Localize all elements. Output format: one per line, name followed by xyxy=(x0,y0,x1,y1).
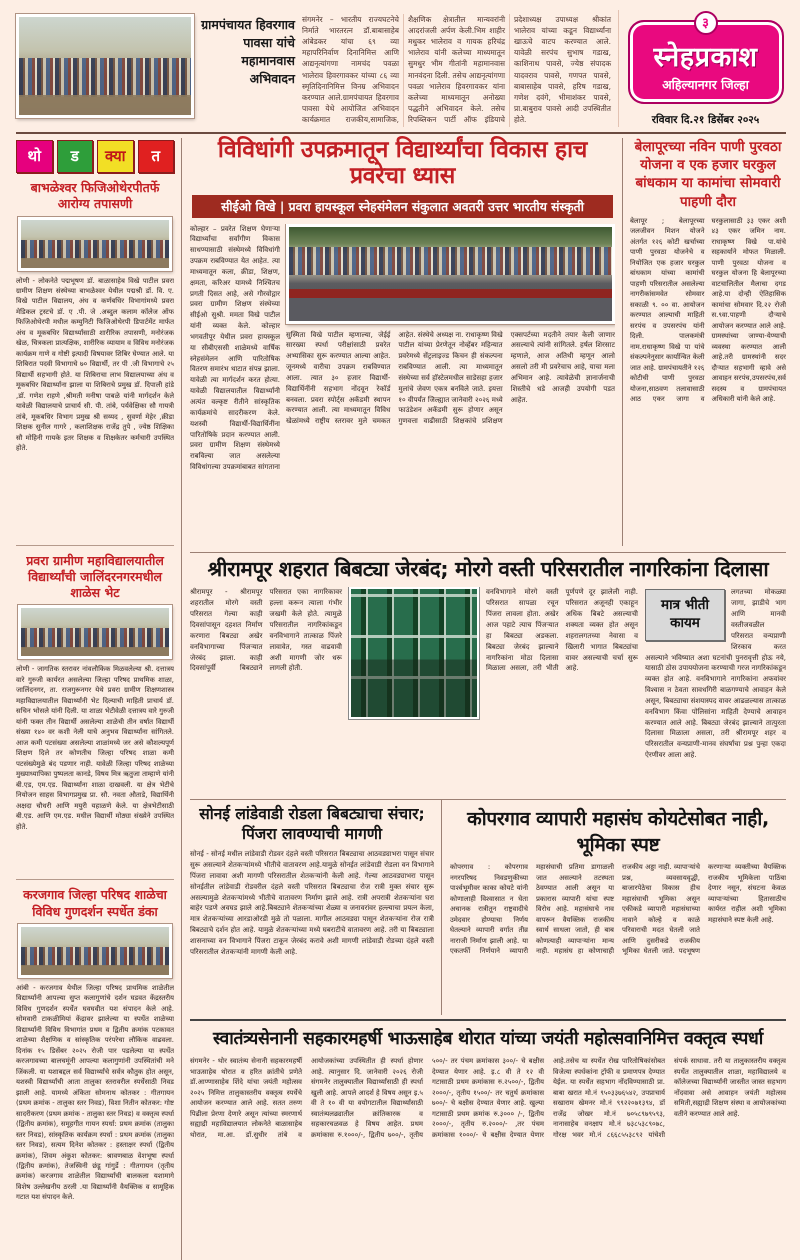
sonai-story xyxy=(190,800,442,1015)
masthead xyxy=(628,16,784,104)
thorat-headline: स्वातंत्र्यसेनानी सहकारमहर्षी भाऊसाहेब थोरात यांच्या जयंती महोत्सवानिमित्त वक्तृत्व स्पर्धा xyxy=(212,1029,764,1050)
sidebar-story-1 xyxy=(16,180,174,538)
leopard-body-left: श्रीरामपूर - श्रीरामपूर शहरातील मोरगे वस्ती परिसरात गेल्या काही दिवसांपासून दहशत निर्माण करणारा बिबट्या अखेर वनविभागाच्या पिंजऱ्यात जेरबंद झाला. काही दिवसांपूर्वी बिबट्याने परिसरात एका नागरिकावर हल्ला करून त्याला गंभीर जखमी केले होते. त्यामुळे परिसरातील नागरिकांकडून वनविभागाने तात्काळ पिंजरे लावावेत, गस्त वाढवावी अशी मागणी जोर धरू लागली होती. xyxy=(190,588,342,673)
mid-row xyxy=(190,799,786,1015)
sidebar-story-3-headline: करजगाव जिल्हा परिषद शाळेचा विविध गुणदर्शन स्पर्धेत डंका xyxy=(23,887,167,919)
masthead-block xyxy=(618,10,786,127)
date-line: रविवार दि.२१ डिसेंबर २०२५ xyxy=(651,114,760,126)
lead-kicker-bar: सीईओ विखे | प्रवरा हायस्कूल स्नेहसंमेलन संकुलात अवतरी उत्तर भारतीय संस्कृती xyxy=(192,195,613,218)
sidebar-story-3-photo xyxy=(18,924,172,978)
brief-letter-3: क्या xyxy=(97,140,134,173)
sidebar-story-2-body: लोणी - जागतिक स्तरावर नांवलौकिक मिळवलेल्या श्री. दत्तात्रय वारे गुरुजी कार्यरत असलेल्या जिल्हा परिषद प्राथमिक शाळा, जालिंदनगर, ता. राजगुरूनगर येथे प्रवरा ग्रामीण शिक्षणशास्त्र महाविद्यालयातील विद्यार्थ्यांनी भेट दिल्याची माहिती प्राचार्य डॉ. सचिन भोसले यांनी दिली. या शाळा भेटीवेळी दत्तात्रय वारे गुरुजी यांनी फक्त तीन विद्यार्थी असलेल्या शाळेची तीन वर्षात विद्यार्थी संख्या १४० वर कशी नेली याचे अनुभव विद्यार्थ्यांना सांगितले. आज कमी पटसंख्या असलेल्या शाळांमध्ये जर असे कौशल्यपूर्ण शिक्षण दिले तर कोणतीच जिल्हा परिषद शाळा कमी पटसंख्येमुळे बंद पडणार नाही. यावेळी जिल्हा परिषद शाळेच्या मुख्याध्यापिका पुष्पलता कानडे, विषय मित्र ऋतुजा ताम्हाणे यांनी बी.एड, एम.एड. विद्यार्थ्यांना शाळा दाखवली. या क्षेत्र भेटीचे नियोजन साहस विभागप्रमुख प्रा. सौ. नवता औताडे, विद्यार्थिनी अक्षदा चौधरी आणि मयुरी यहाळणे केले. या क्षेत्रभेटीसाठी बी.एड. आणि एम.एड. मधील विद्यार्थी मोठ्या संख्येने उपस्थित होते. xyxy=(16,665,174,831)
thorat-story xyxy=(190,1019,786,1252)
sidebar-story-3 xyxy=(16,887,174,1260)
leopard-cage-photo xyxy=(349,587,479,719)
briefs-banner xyxy=(16,140,174,173)
lead-headline: विविधांगी उपक्रमातून विद्यार्थ्यांचा विकास हाच प्रवरेचा ध्यास xyxy=(217,137,588,189)
leopard-body-right xyxy=(645,587,786,795)
top-band xyxy=(16,10,786,132)
village-gathering-photo xyxy=(16,14,194,118)
leopard-headline: श्रीरामपूर शहरात बिबट्या जेरबंद; मोरगे वस्ती परिसरातील नागरिकांना दिलासा xyxy=(207,556,769,581)
newspaper-subtitle: अहिल्यानगर जिल्हा xyxy=(662,77,749,92)
sidebar-story-1-headline: बाभळेश्वर फिजिओथेरपीतर्फे आरोग्य तपासणी xyxy=(30,180,160,212)
leopard-right-text: लगतच्या मोकळ्या जागा, झाडीचे भाग आणि मानवी वस्तीजवळील परिसरात वन्यप्राणी शिरकाव करत असल्याने भविष्यात अशा घटनांची पुनरावृत्ती होऊ नये, यासाठी ठोस उपाययोजना करण्याची गरज नागरिकांकडून व्यक्त होत आहे. वनविभागाने नागरिकांना अफवांवर विश्वास न ठेवता सावधगिरी बाळगण्याचे आवाहन केले असून, बिबट्याचा संशयास्पद वावर आढळल्यास तात्काळ वनविभाग किंवा पोलिसांना माहिती देण्याचे आवाहन करण्यात आले आहे. बिबट्या जेरबंद झाल्याने तात्पुरता दिलासा मिळाला असला, तरी श्रीरामपूर शहर व परिसरातील वन्यप्राणी-मानव संघर्षांचा प्रश्न पुन्हा एकदा ऐरणीवर आला आहे. xyxy=(645,588,786,760)
left-sidebar xyxy=(16,138,182,1260)
sonai-headline: सोनई लांडेवाडी रोडला बिबट्याचा संचार; पिंजरा लावण्याची मागणी xyxy=(199,805,425,843)
thorat-body: संगमनेर - थोर स्वातंत्र्य सेनानी सहकारमहर्षी भाऊसाहेब थोरात व हरित क्रांतीचे प्रणेते डॉ.आण्णासाहेब शिंदे यांचा जयंती महोत्सव २०२५ निमित्त तालुकास्तरीय वक्तृत्व स्पर्धेचे आयोजन करण्यात आले आहे. सतत तरुण पिढीला प्रेरणा देणारे असून त्यांच्या स्मरणार्थ सह्याद्री महाविद्यालयात लोकनेते बाळासाहेब थोरात, मा.आ. डॉ.सुधीर तांबे व आयोजकांच्या उपस्थितीत ही स्पर्धा होणार आहे. त्यानुसार दि. जानेवारी २०२६ रोजी संगमनेर तालुक्यातील विद्यार्थ्यांसाठी ही स्पर्धा खुली आहे. आपले आदर्श हे विषय असून इ.५ वी ते १० वी या वयोगटातील विद्यार्थ्यांसाठी स्वातंत्र्यलढ्यातील क्रांतिकारक व सहकारचळवळ हे विषय आहेत. प्रथम क्रमांकास रु.१०००/-, द्वितीय ७००/-, तृतीय ५००/- तर पंचम क्रमांकास ३००/- चे बक्षीस देण्यात येणार आहे. इ.८ वी ते १२ वी गटासाठी प्रथम क्रमांकास रु.२५००/-, द्वितीय २०००/-, तृतीय १५००/- तर चतुर्थ क्रमांकास ७००/- चे बक्षीस देण्यात येणार आहे. खुल्या गटासाठी प्रथम क्रमांक रु.३००० /-, द्वितीय २०००/-, तृतीय रु.२०००/- ,तर पंचम क्रमांकास १०००/- चे बक्षीस देण्यात येणार आहे.तसेच या स्पर्धेत रोख पारितोषिकांसोबत विजेत्या स्पर्धकांना ट्रॉफी व प्रमाणपत्र देण्यात येईल. या स्पर्धेत सहभाग नोंदविण्यासाठी प्रा. बाबा खरात मो.नं ९५०३३७६५४२, उपप्राचार्य सखाराम खेमनर मो.नं ९९२२०७१३९४, डॉ राजेंद्र जोखर मो.नं ७०५८९७९५९३, नानासाहेब वनक्षाप मो.नं ७३८५३८९०७८, गोरक्ष भवर मो.नं ८६६८५५३८९२ यांचेशी संपर्क साधावा. तरी या तालुकास्तरीय वक्तृत्व स्पर्धेत तालुक्यातील शाळा, महाविद्यालये व कॉलेजच्या विद्यार्थ्यांनी जास्तीत जास्त सहभाग नोंदवावा असे आवाहन जयंती महोत्सव समिती,सह्याद्री शिक्षण संस्था व आयोजकांच्या वतीने करण्यात आले आहे. xyxy=(190,1057,786,1139)
leopard-content xyxy=(190,587,786,795)
sidebar-story-1-body: लोणी - लोकनेते पद्मभूषण डॉ. बाळासाहेब विखे पाटील प्रवरा ग्रामीण शिक्षण संस्थेच्या बाभळेश्वर येथील पद्मश्री डॉ. वि. ए. विखे पाटील विद्यालय, अंध व कर्णबधिर विभागांमध्ये प्रवरा मेडिकल ट्रस्टचे डॉ. ए .पी. जे .अब्दुल कलाम कॉलेज ऑफ फिजिओथेरपी मधील कम्युनिटी फिजिओथेरपी डिपार्टमेंट मार्फत अंध व मूकबधिर विद्यार्थ्यांसाठी शारीरिक तपासणी, मनोरंजक खेळ, चित्रकला प्रात्यक्षिक, शारीरिक व्यायाम व विविध मनोरंजक कार्यक्रम गाणे व गोष्टी इत्यादी विषयावर शिबिर घेण्यात आले. या शिबिरात पदवी विभागाचे ७० विद्यार्थी, तर पी .जी विभागाचे २५ विद्यार्थी सहभागी होते. या शिबिराचा लाभ विद्यालयाच्या अंध व मूकबधिर विद्यार्थ्यांना झाला या शिबिराचे प्रमुख डॉ. दिपाली हांडे ,डॉ. गणेश राहणे ,श्रीमती मनीषा पाबळे यांनी मार्गदर्शन केले यावेळी विद्यालयाचे प्राचार्य सी. पी. तांबे, पर्यवेक्षिका सौ गायत्री तांबे, मूकबधिर विभाग प्रमुख श्री सय्यद , सुवर्णा मेहेर ,क्रीडा शिक्षक सुनील गागरे , कलाशिक्षक राजेंद्र तुपे , ज्येष्ठ शिक्षिका सौ मोहिनी गायके इतर शिक्षक व शिक्षकेतर कर्मचारी उपस्थित होते. xyxy=(16,276,174,453)
sidebar-story-2 xyxy=(16,553,174,873)
brief-letter-4: त xyxy=(138,140,175,173)
leopard-story xyxy=(190,552,786,796)
kopargaon-body: कोपरगाव : कोपरगाव नगरपरिषद निवडणुकीच्या पार्श्वभूमीवर काका कोयटे यांनी कोणालाही विश्वासात न घेता अचानक रात्रीतून राष्ट्रवादीचे उमेदवार होण्याचा निर्णय घेतल्याने व्यापारी वर्गात तीव्र नाराजी निर्माण झाली आहे. या एकतर्फी निर्णयाने व्यापारी महासंघाची प्रतिमा डागाळली जात असल्याने तटस्थता ठेवण्यात आली असून या प्रकारास व्यापारी यांचा स्पष्ट विरोध आहे. महासंघाचे नाव वापरून वैयक्तिक राजकीय स्वार्थ साधला जातो, ही बाब कोणत्याही व्यापाऱ्यांना मान्य नाही. महासंघ हा कोणाचाही राजकीय अड्डा नाही. व्यापाऱ्यांचे प्रश्न, व्यवसायवृद्धी, बाजारपेठेचा विकास हीच महासंघाची भूमिका असून एकीकडे व्यापारी महासंघाच्या नावाने कोल्हे व काळे परिवाराची मदत घेतली जाते आणि दुसरीकडे राजकीय भूमिका घेतली जाते. पदभूषण करणाऱ्या व्यक्तीच्या वैयक्तिक राजकीय भूमिकेला पाठिंबा देणार नसून, संघटना केवळ व्यापाऱ्यांच्या हितासाठीच कार्यरत राहील अशी भूमिका महासंघाने स्पष्ट केली आहे. xyxy=(450,863,786,956)
brief-letter-2: ड xyxy=(57,140,94,173)
fear-remains-box: मात्र भीती कायम xyxy=(645,589,725,640)
edition-number-badge: ३ xyxy=(694,11,718,35)
sidebar-story-2-photo xyxy=(18,605,172,659)
brief-letter-1: थो xyxy=(16,140,53,173)
lead-story xyxy=(190,138,622,546)
lead-body-intro: कोल्हार – प्रवरेत शिक्षण घेणाऱ्या विद्यार्थ्यांचा सर्वांगीण विकास साधण्यासाठी संस्थेमध्ये विविधांगी उपक्रम राबविण्यात येत आहेत. त्या माध्यमातून कला, क्रीडा, शिक्षण, क्षमता, करिअर यामध्ये निश्चितच प्रगती दिसत आहे, असे गौरवोद्गार प्रवरा ग्रामीण शिक्षण संस्थेच्या सीईओ सुश्री. ममता विखे पाटील यांनी व्यक्त केले. कोल्हार भगवतीपूर येथील प्रवरा हायस्कूल या सीबीएससी शाळेमध्ये वार्षिक स्नेहसंमेलन आणि पारितोषिक वितरण समारंभ थाटात संपन्न झाला. यावेळी त्या मार्गदर्शन करत होत्या. यावेळी विद्यालयातील विद्यार्थ्यांनी अत्यंत वल्कृष्ट रीतीने सांस्कृतिक कार्यक्रमांचे सादरीकरण केले. यशस्वी विद्यार्थी-विद्यार्थिनींना पारितोषिके प्रदान करण्यात आली. प्रवरा ग्रामीण शिक्षण संस्थेमध्ये राबविल्या जात असलेल्या विविधांगल्या उपक्रमांबाबत सांगताना xyxy=(190,224,280,472)
belapur-story xyxy=(622,138,786,546)
main-area xyxy=(16,132,786,1260)
sidebar-divider xyxy=(16,545,174,546)
lead-content xyxy=(190,224,615,524)
belapur-body: बेलापूर ; बेलापूरच्या जलजीवन मिशन योजने अंतर्गत १२६ कोटी खर्चाच्या पाणी पुरवठा योजनेचे व नियोजित एक हजार घरकुल बांधकाम यांच्या कामांची पाहणी परिसरातील असलेल्या नागरीकांसमवेत सोमवार सकाळी ९. ०० वा. आयोजन करण्यात आल्याची माहिती सरपंच व उपसरपंच यांनी दिली. पालकमंत्री नाम.राधाकृष्ण विखे पा यांचे संकल्पनेनुसार कार्यान्वित केली जात आहे. ग्रामपंचायतीने १२६ कोटीची पाणी पुरवठा योजना,साठवण तलावासाठी आठ एकर जागा व घरकुलासाठी ३३ एकर अशी ४३ एकर जमिन नाम. राधाकृष्ण विखे पा.यांचे सहकार्याने मोफत मिळाली. पाणी पुरवठा योजना व घरकुल योजना हि बेलापूरच्या वाटचालितील मैलाचा दगड आहे.या दोन्ही ऐतिहासिक कामांचा सोमवार दि.२२ रोजी स.९वा.पाहणी दौऱ्याचे आयोजन करण्यात आले आहे. ग्रामस्थांच्या जाण्या-येण्याची व्यवस्था करण्यात आली आहे.तरी ग्रामस्थांनी सदर दौऱ्यात सहभागी व्हावे असे आवाहन सरपंच,उपसरपंच,सर्व सदस्य व ग्रामपंचायत अधिकारी यांनी केले आहे. xyxy=(630,216,786,404)
sidebar-divider xyxy=(16,879,174,880)
kopargaon-story xyxy=(442,800,786,1015)
newspaper-title: स्नेहप्रकाश xyxy=(653,42,758,73)
cage-bars xyxy=(351,589,477,717)
sidebar-story-2-headline: प्रवरा ग्रामीण महाविद्यालयातील विद्यार्थ्यांची जालिंदरनगरमधील शाळेस भेट xyxy=(26,552,164,600)
center-column xyxy=(182,138,786,1260)
kopargaon-headline: कोपरगाव व्यापारी महासंघ कोयटेसोबत नाही, भूमिका स्पष्ट xyxy=(467,808,769,857)
lead-stage-photo xyxy=(286,224,615,324)
sidebar-story-1-photo xyxy=(18,217,172,271)
leopard-body-mid: वनविभागाने मोरगे वस्ती परिसरात सापळा रचून पिंजरा लावला होता. अखेर आज पहाटे त्याच पिंजऱ्यात हा बिबट्या अडकला. बिबट्या जेरबंद झाल्याने नागरिकांना मोठा दिलासा मिळाला असला, तरी भीती पूर्णपणे दूर झालेली नाही. परिसरात अजूनही एकाहून अधिक बिबटे असल्याची शक्यता व्यक्त होत असून शहरालगतच्या नेवासा व खिलारी भागात बिबट्यांचा वावर असल्याची चर्चा सुरू आहे. xyxy=(486,588,638,673)
belapur-headline: बेलापूरच्या नविन पाणी पुरवठा योजना व एक हजार घरकुल बांधकाम या कामांचा सोमवारी पाहणी दौरा xyxy=(634,139,782,210)
sidebar-story-3-body: आंबी - करजगाव येथील जिल्हा परिषद प्राथमिक शाळेतील विद्यार्थ्यांनी आपल्या सुप्त कलागुणांचे दर्शन घडवत केंद्रस्तरीय विविध गुणदर्शन स्पर्धेत घवघवीत यश संपादन केले आहे. सोमवारी टाकळीमियां केंद्रावर झालेल्या या स्पर्धेत शाळेच्या विद्यार्थ्यांनी विविध विभागांत प्रथम व द्वितीय क्रमांक पटकावत शाळेच्या शैक्षणिक व सांस्कृतिक परंपरेचा लौकिक वाढवला. दिनांक १५ डिसेंबर २०२५ रोजी पार पडलेल्या या स्पर्धेत करजगावच्या बालचमूंनी आपल्या कलागुणांनी उपस्थितांची मने जिंकली. या यशाबद्दल सर्व विद्यार्थ्यांचे सर्वत्र कौतुक होत असून, यशस्वी विद्यार्थ्यांची आता तालुका स्तरावरील स्पर्धेसाठी निवड झाली आहे. यामध्ये अंकिता सोमनाथ कोतकर : गीतगायन (प्रथम क्रमांक - तालुका स्तर निवड), विशा नितीन कोतकर: गोष्ट सादरीकरण (प्रथम क्रमांक - तालुका स्तर निवड) व वक्तृत्व स्पर्धा (द्वितीय क्रमांक), समूहगीत गायन स्पर्धा: प्रथम क्रमांक (तालुका स्तर निवड), सांस्कृतिक कार्यक्रम स्पर्धा : प्रथम क्रमांक (तालुका स्तर निवड), सत्यम दिनेश कोतकर : हस्ताक्षर स्पर्धा (द्वितीय क्रमांक), शिवम अंकुश कोतकर: श्रावणबाळ वेशभूषा स्पर्धा (द्वितीय क्रमांक), तेजस्विनी छंडू गांगुर्डे : गीतगायन (तृतीय क्रमांक) करजगाव शाळेतील विद्यार्थ्यांची बालकला यशामागे विशेष उल्लेखनीय ठरली .या विद्यार्थ्यांनी वैयक्तिक व सामूहिक गटात यश संपादन केले. xyxy=(16,983,174,1202)
sonai-body: सोनई - सोनई मधील लांडेवाडी रोडवर दंहले वस्ती परिसरात बिबट्याचा आठवड्याभरा पासून संचार सुरू असल्याने शेतकऱ्यांमध्ये भीतीचे वातावरण आहे.यामुळे सोनईत लांडेवाडी रोडला वन विभागाने पिंजरा लावावा अशी मागणी परिसरातील शेतकऱ्यांनी केली आहे. गेल्या आठवड्याभरा पासून सोनईतील लांडेवाडी रोडवरील दंहले वस्ती परिसरात बिबट्याचा रोज रात्री मुक्त संचार सुरू असल्यामुळे शेतकऱ्यांमध्ये भीतीचे वातावरण निर्माण झाले आहे. रात्री अपरात्री शेतकऱ्यांना घरा बाहेर पडणे अवघड झाले आहे.बिबट्याने शेतकऱ्यांच्या शेळ्या व जनावरांवर हल्ल्याचा प्रयत्न केला, मात्र शेतकऱ्यांच्या आरडाओरडी मुळे तो पळाला. मागील आठवड्या पासून शेतकऱ्यांना रोज रात्री बिबट्याचे दर्शन होत आहे. यामुळे शेतकऱ्यांच्या मध्ये घबराटीचे वातावरण आहे. तरी या बिबट्याला शासनाच्या वन विभागाने पिंजरा टाकून जेरबंद करावे अशी मागणी लांडेवाडी रोडच्या दंहले वस्ती परिसरातील शेतकऱ्यांनी मागणी केली आहे. xyxy=(190,850,434,956)
top-story-body: संगमनेर – भारतीय राज्यघटनेचे निर्माते भारतरत्न डॉ.बाबासाहेब आंबेडकर यांचा ६९ व्या महापरिनिर्वाण दिनानिमित्त आणि आद्यनृत्यांगणा नामचंद पवळा भालेराव हिवरगावकर यांच्या ८६ व्या स्मृतिदिनानिमित्त विनम्र अभिवादन करण्यात आले.ग्रामपंचायत हिवरगाव पावसा येथे आयोजित अभिवादन कार्यक्रमात राजकीय,सामाजिक, शैक्षणिक क्षेत्रातील मान्यवरांनी आदरांजली अर्पण केली.भिम शाहीर मधुकर भालेराव व गायक हरिचंद्र भालेराव यांनी कलेच्या माध्यमातून सुमधुर भीम गीतांनी महामानवास मानवंदना दिली. तसेच आद्यनृत्यांगणा पवळा भालेराव हिवरगावकर यांना कलेच्या माध्यमातून अनोख्या पद्धतीने अभिवादन केले. तसेच रिपब्लिकन पार्टी ऑफ इंडियाचे प्रदेशाध्यक्ष उपाध्यक्ष श्रीकांत भालेराव यांच्या कडून विद्यार्थ्यांना खाऊचे वाटप करण्यात आले. यावेळी सरपंच सुभाष गडाख, काशिनाथ पावसे, ज्येष्ठ संपादक यादवराव पावसे, गणपत पावसे, बाबासाहेब पावसे, हरिष गडाख, गणेश दवंगे, भीमाशंकर पावसे, प्रा.बाबुराव पावसे आदी उपस्थितीत होते. xyxy=(302,15,611,124)
lead-and-belapur-row xyxy=(190,138,786,546)
lead-body-rest: सुस्मिता विखे पाटील म्हणाल्या, जेईई सारख्या स्पर्धा परीक्षांसाठी प्रवरेत अभ्यासिका सुरू करण्यात आल्या आहेत. जूनमध्ये वारीचा उपक्रम राबविण्यात आला. त्यात ३० हजार विद्यार्थी-विद्यार्थिनींनी सहभाग नोंदवून रेकॉर्ड बनवला. प्रवरा स्पोर्ट्स अकॅडमी स्थापन करण्यात आली. त्या माध्यमातून विविध खेळांमध्ये राष्ट्रीय स्तरावर मुले चमकत आहेत. संस्थेचे अध्यक्ष ना. राधाकृष्ण विखे पाटील यांच्या प्रेरणेतून नोव्हेंबर महिन्यात प्रवरेमध्ये सेंट्रलाइज्ड किचन ही संकल्पना राबविण्यात आली. त्या माध्यमातून संस्थेच्या सर्व हॉस्टेलमधील साडेसहा हजार मुलांचे जेवण एकत्र बनविले जाते. इयत्ता १० वीपर्यंत जिल्ह्यात जानेवारी २०२६ मध्ये फाउंडेशन अकॅडमी सुरू होणार असून गुणवत्ता वाढीसाठी शिक्षकांचे प्रशिक्षण एक्सपर्टच्या मदतीने तयार केली जाणार असल्याचे त्यांनी सांगितले. हर्षल शिरसाट म्हणाले, आज अतिथी म्हणून आलो असलो तरी मी प्रवरेचाच आहे, याचा मला अभिमान आहे. त्यावेळेची ज्ञानार्जनाची शिस्तीचे धडे आजही उपयोगी पडत आहेत. xyxy=(286,330,615,426)
top-photo-caption: ग्रामपंचायत हिवरगाव पावसा यांचे महामानवास अभिवादन xyxy=(201,17,295,87)
